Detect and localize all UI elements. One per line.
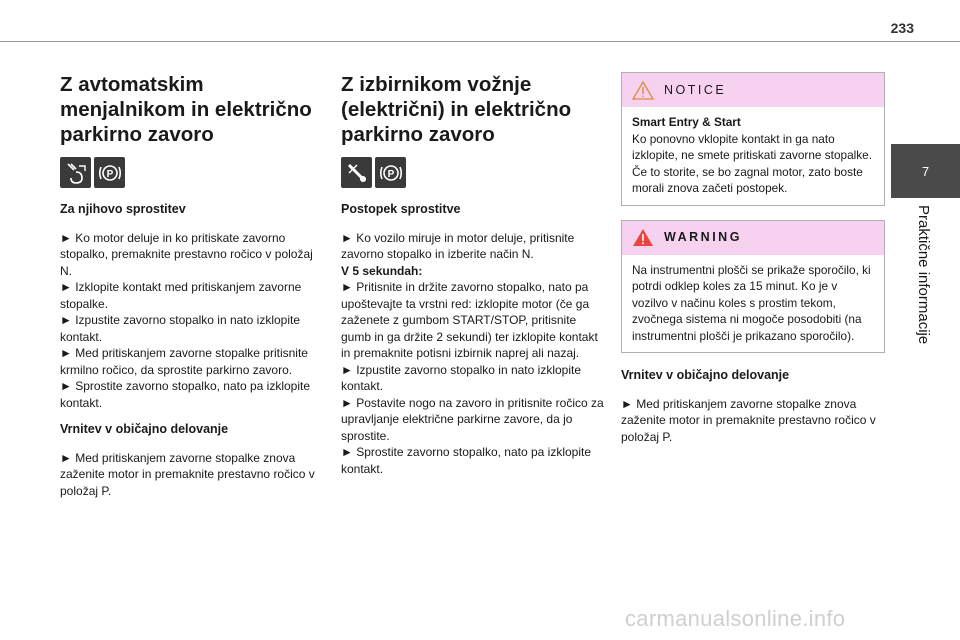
- section-title: Z izbirnikom vožnje (električni) in električno parkirno zavoro: [341, 73, 572, 146]
- icon-row: [60, 157, 324, 188]
- step-text: ► Izpustite zavorno stopalko in nato izklopite kontakt.: [341, 362, 582, 393]
- step-text: ► Ko vozilo miruje in motor deluje, pritisnite zavorno stopalko in izberite način N.: [341, 230, 575, 261]
- return-text: ► Med pritiskanjem zavorne stopalke znova zaženite motor in premaknite prestavno ročico v položaj P.: [621, 396, 876, 444]
- chapter-tab: 7: [891, 144, 960, 198]
- svg-text:P: P: [387, 168, 394, 180]
- step-text: ► Sprostite zavorno stopalko, nato pa izklopite kontakt.: [341, 445, 592, 476]
- section-title: Z avtomatskim menjalnikom in električno parkirno zavoro: [60, 73, 312, 146]
- warning-text: Na instrumentni plošči se prikaže sporočilo, ki potrdi odklep koles za 15 minut. Ko je v vozilvo v načinu koles s prostim tekom, zvočnega sistema ni mogoče posodobiti (na instrumentni plošči je prikazano sporočilo).: [632, 262, 871, 343]
- icon-row: [341, 157, 605, 188]
- notice-header: [622, 73, 884, 107]
- procedure-heading: Postopek sprostitve: [341, 202, 461, 216]
- column-notes: [621, 72, 885, 445]
- step-text: ► Postavite nogo na zavoro in pritisnite ročico za upravljanje električne parkirne zavore, da jo sprostite.: [341, 395, 604, 443]
- step-text: ► Ko motor deluje in ko pritiskate zavorno stopalko, premaknite prestavno ročico v položaj N.: [60, 230, 313, 278]
- watermark: carmanualsonline.info: [625, 606, 846, 631]
- warning-label: WARNING: [664, 230, 742, 245]
- parking-brake-icon: [375, 157, 406, 188]
- warning-box: [621, 220, 885, 354]
- notice-box: [621, 72, 885, 206]
- step-text: ► Sprostite zavorno stopalko, nato pa izklopite kontakt.: [60, 379, 311, 410]
- automatic-gearbox-icon: [60, 157, 91, 188]
- gear-selector-icon: [341, 157, 372, 188]
- step-text: ► Pritisnite in držite zavorno stopalko, nato pa upoštevajte ta vrstni red: izklopite motor (če ga zaženete z gumbom START/STOP, pritisnite gumb in ga držite 2 sekundi) ter izklopite kontakt in premaknite potisni izbirnik naprej ali nazaj.: [341, 280, 598, 360]
- notice-triangle-icon: [632, 81, 654, 100]
- notice-text: Ko ponovno vklopite kontakt in ga nato izklopite, ne smete pritiskati zavorne stopalke. Če to storite, se bo zagnal motor, zato boste morali znova začeti postopek.: [632, 131, 872, 195]
- warning-triangle-icon: [632, 228, 654, 247]
- notice-title: Smart Entry & Start: [632, 115, 741, 129]
- page-number: 233: [890, 20, 914, 36]
- sub-heading: V 5 sekundah:: [341, 263, 423, 278]
- column-automatic-gearbox: [60, 72, 324, 499]
- svg-text:P: P: [106, 168, 113, 180]
- return-text: ► Med pritiskanjem zavorne stopalke znova zaženite motor in premaknite prestavno ročico v položaj P.: [60, 450, 315, 498]
- notice-label: NOTICE: [664, 82, 727, 97]
- column-gear-selector: [341, 72, 605, 477]
- parking-brake-icon: [94, 157, 125, 188]
- release-heading: Za njihovo sprostitev: [60, 202, 186, 216]
- warning-header: [622, 221, 884, 255]
- chapter-title: Praktične informacije: [915, 205, 932, 345]
- step-text: ► Med pritiskanjem zavorne stopalke pritisnite krmilno ročico, da sprostite parkirno zavoro.: [60, 346, 308, 377]
- header-divider: [0, 41, 960, 42]
- step-text: ► Izpustite zavorno stopalko in nato izklopite kontakt.: [60, 313, 301, 344]
- step-text: ► Izklopite kontakt med pritiskanjem zavorne stopalke.: [60, 280, 302, 311]
- return-heading: Vrnitev v običajno delovanje: [60, 422, 229, 436]
- return-heading: Vrnitev v običajno delovanje: [621, 368, 790, 382]
